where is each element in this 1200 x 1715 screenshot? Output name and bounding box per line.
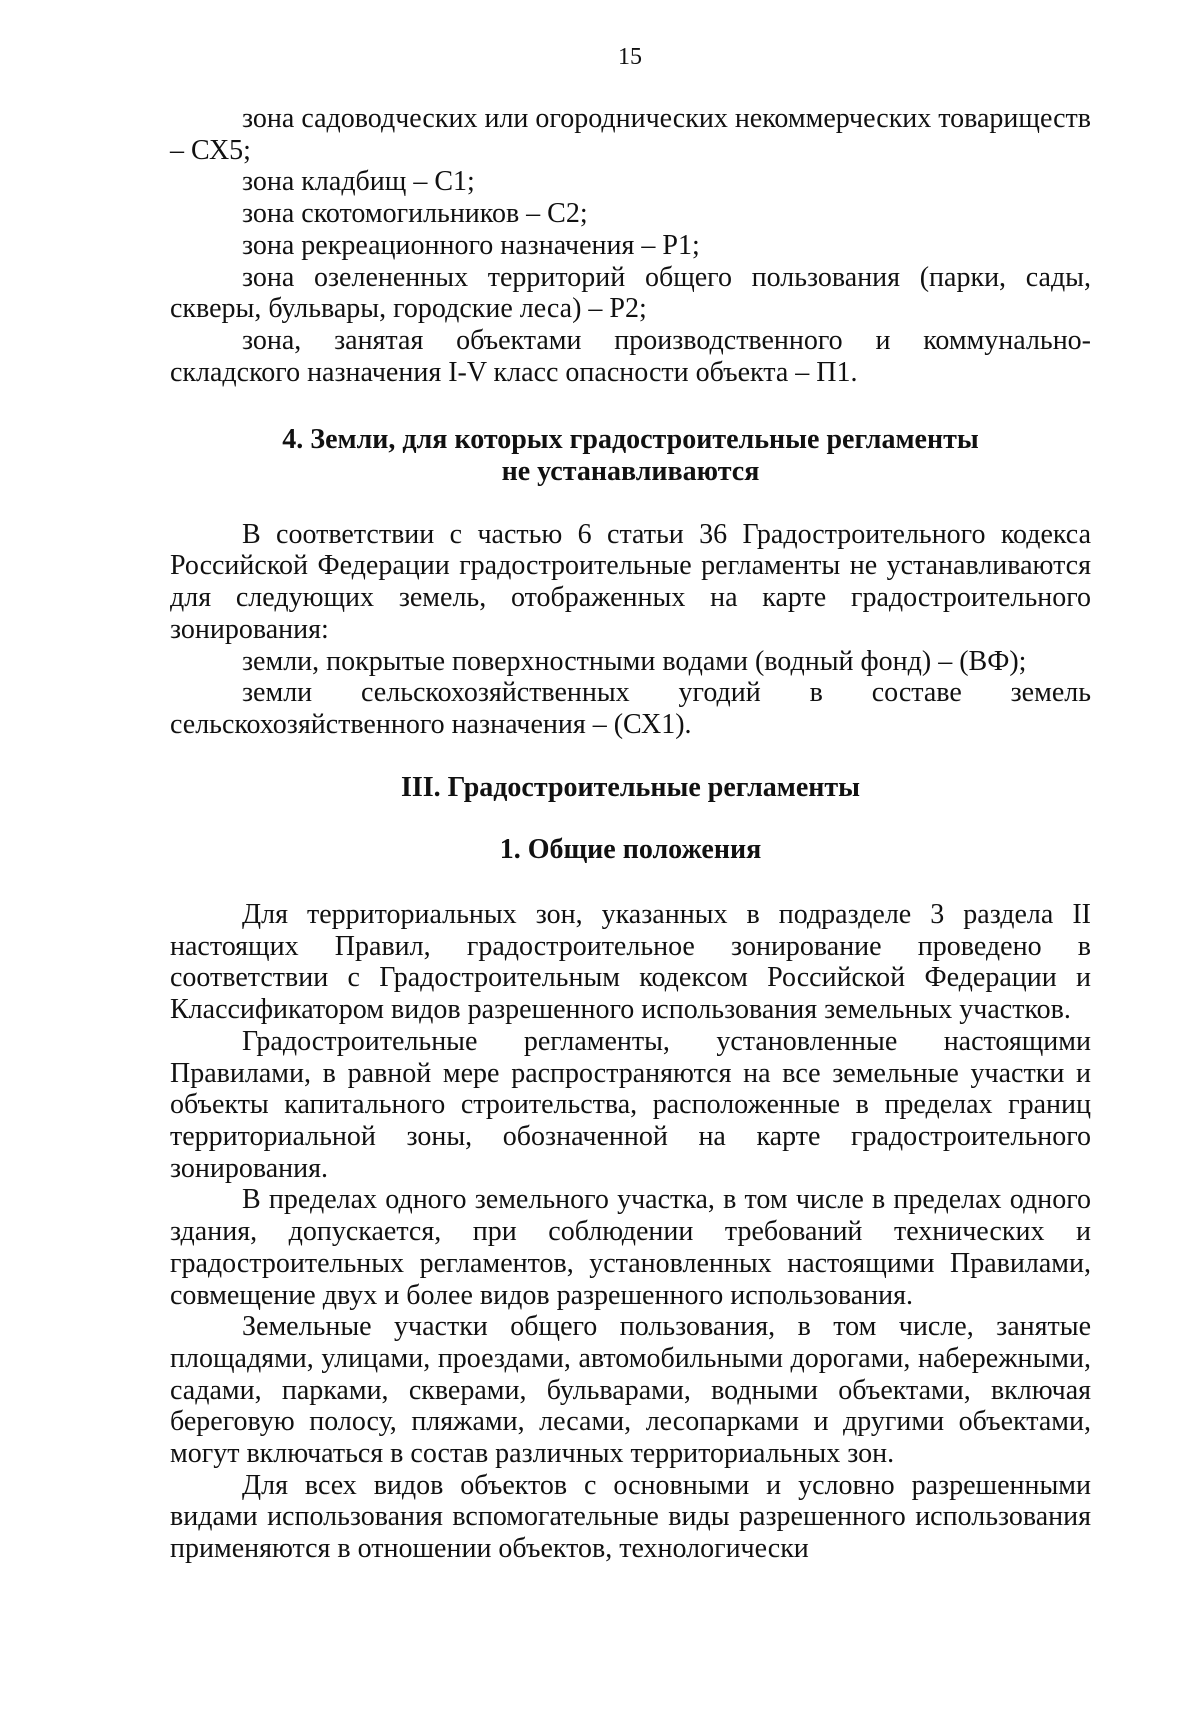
paragraph: Градостроительные регламенты, установленные настоящими Правилами, в равной мере распространяются на все земельные участки и объекты капитального строительства, расположенные в пределах границ территориальной зоны, обозначенной на карте градостроительного зонирования. <box>170 1025 1091 1184</box>
zone-item: зона рекреационного назначения – Р1; <box>242 229 700 261</box>
section-4-body <box>170 519 1091 741</box>
paragraph: В пределах одного земельного участка, в том числе в пределах одного здания, допускается, при соблюдении требований технических и градостроительных регламентов, установленных настоящими Правилами, совмещение двух и более видов разрешенного использования. <box>170 1184 1091 1311</box>
section-III-heading: III. Градостроительные регламенты <box>400 771 861 803</box>
zone-item: зона садоводческих или огороднических некоммерческих товариществ – СХ5; <box>170 103 1091 166</box>
subsection-1-heading: 1. Общие положения <box>499 834 762 866</box>
zone-list <box>170 103 1091 388</box>
page-number: 15 <box>618 44 642 70</box>
zone-item: зона, занятая объектами производственного и коммунально-складского назначения I-V класс опасности объекта – П1. <box>170 324 1091 388</box>
section-4-heading-line: 4. Земли, для которых градостроительные регламенты <box>282 424 979 456</box>
section-4-heading <box>170 424 1091 487</box>
zone-item: зона кладбищ – С1; <box>242 166 475 198</box>
zone-item: зона озелененных территорий общего пользования (парки, сады, скверы, бульвары, городские леса) – Р2; <box>170 261 1091 325</box>
paragraph: Для всех видов объектов с основными и условно разрешенными видами использования вспомогательные виды разрешенного использования применяются в отношении объектов, технологически <box>170 1469 1091 1565</box>
subsection-1-body <box>170 899 1091 1565</box>
paragraph: В соответствии с частью 6 статьи 36 Градостроительного кодекса Российской Федерации градостроительные регламенты не устанавливаются для следующих земель, отображенных на карте градостроительного зонирования: <box>170 518 1091 645</box>
zone-item: зона скотомогильников – С2; <box>242 198 588 230</box>
paragraph: Земельные участки общего пользования, в том числе, занятые площадями, улицами, проездами, автомобильными дорогами, набережными, садами, парками, скверами, бульварами, водными объектами, включая береговую полосу, пляжами, лесами, лесопарками и другими объектами, могут включаться в состав различных территориальных зон. <box>170 1311 1091 1470</box>
document-body <box>170 103 1091 1565</box>
paragraph: Для территориальных зон, указанных в подразделе 3 раздела II настоящих Правил, градостроительное зонирование проведено в соответствии с Градостроительным кодексом Российской Федерации и Классификатором видов разрешенного использования земельных участков. <box>170 899 1091 1026</box>
paragraph: земли сельскохозяйственных угодий в составе земель сельскохозяйственного назначения – (СХ1). <box>170 677 1091 740</box>
paragraph: земли, покрытые поверхностными водами (водный фонд) – (ВФ); <box>242 645 1027 677</box>
section-4-heading-line: не устанавливаются <box>501 456 760 488</box>
